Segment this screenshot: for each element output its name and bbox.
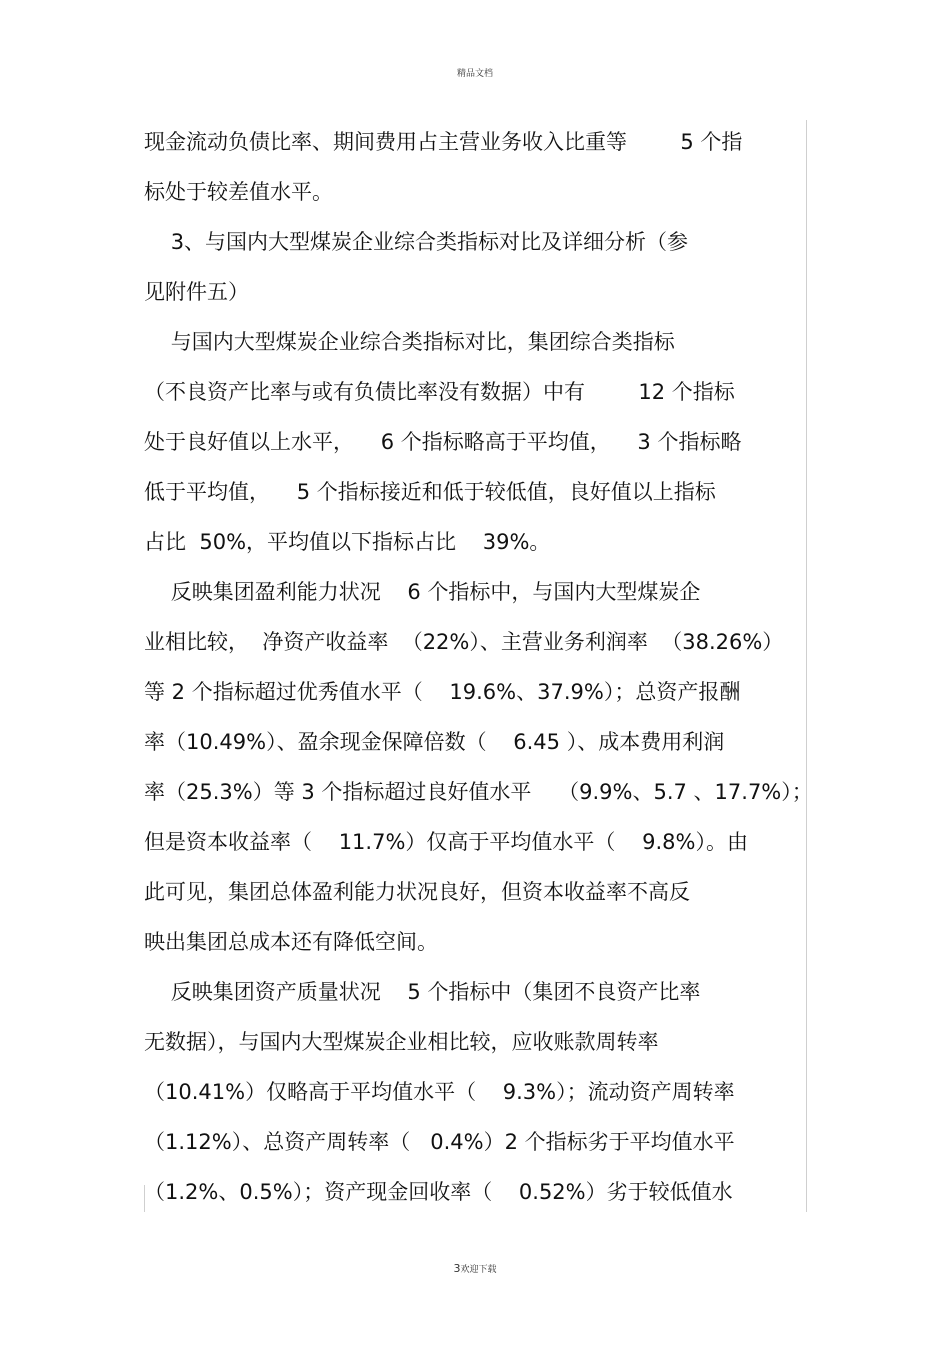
text-line-18: 反映集团资产质量状况 5 个指标中（集团不良资产比率 <box>144 980 701 1004</box>
text-line-9: 占比 50%，平均值以下指标占比 39%。 <box>144 530 551 554</box>
text-line-2: 标处于较差值水平。 <box>144 180 333 204</box>
page-header: 精品文档 <box>456 69 493 79</box>
text-line-12: 等 2 个指标超过优秀值水平（ 19.6%、37.9%）；总资产报酬 <box>144 680 741 704</box>
text-line-1: 现金流动负债比率、期间费用占主营业务收入比重等 5 个指 <box>144 130 743 154</box>
page-number: 3 <box>453 1262 461 1275</box>
text-line-3: 3、与国内大型煤炭企业综合类指标对比及详细分析（参 <box>144 230 689 254</box>
text-line-7: 处于良好值以上水平， 6 个指标略高于平均值， 3 个指标略 <box>144 430 742 454</box>
text-line-8: 低于平均值， 5 个指标接近和低于较低值，良好值以上指标 <box>144 480 716 504</box>
text-line-5: 与国内大型煤炭企业综合类指标对比，集团综合类指标 <box>144 330 675 354</box>
text-line-16: 此可见，集团总体盈利能力状况良好，但资本收益率不高反 <box>144 880 690 904</box>
text-line-11: 业相比较， 净资产收益率 （22%）、主营业务利润率 （38.26%） <box>144 630 784 654</box>
text-line-15: 但是资本收益率（ 11.7%）仅高于平均值水平（ 9.8%）。由 <box>144 830 748 854</box>
text-line-19: 无数据），与国内大型煤炭企业相比较，应收账款周转率 <box>144 1030 659 1054</box>
footer-text: 欢迎下载 <box>460 1265 497 1275</box>
text-line-21: （1.12%）、总资产周转率（ 0.4%）2 个指标劣于平均值水平 <box>144 1130 735 1154</box>
text-line-6: （不良资产比率与或有负债比率没有数据）中有 12 个指标 <box>144 380 735 404</box>
page-footer <box>0 1262 950 1275</box>
text-line-4: 见附件五） <box>144 280 249 304</box>
text-line-13: 率（10.49%）、盈余现金保障倍数（ 6.45 ）、成本费用利润 <box>144 730 725 754</box>
text-line-22: （1.2%、0.5%）；资产现金回收率（ 0.52%）劣于较低值水 <box>144 1180 733 1204</box>
text-line-17: 映出集团总成本还有降低空间。 <box>144 930 438 954</box>
text-line-14: 率（25.3%）等 3 个指标超过良好值水平 （9.9%、5.7 、17.7%）； <box>144 780 813 804</box>
frame-right-border <box>806 120 807 1212</box>
text-line-20: （10.41%）仅略高于平均值水平（ 9.3%）；流动资产周转率 <box>144 1080 735 1104</box>
text-line-10: 反映集团盈利能力状况 6 个指标中，与国内大型煤炭企 <box>144 580 701 604</box>
